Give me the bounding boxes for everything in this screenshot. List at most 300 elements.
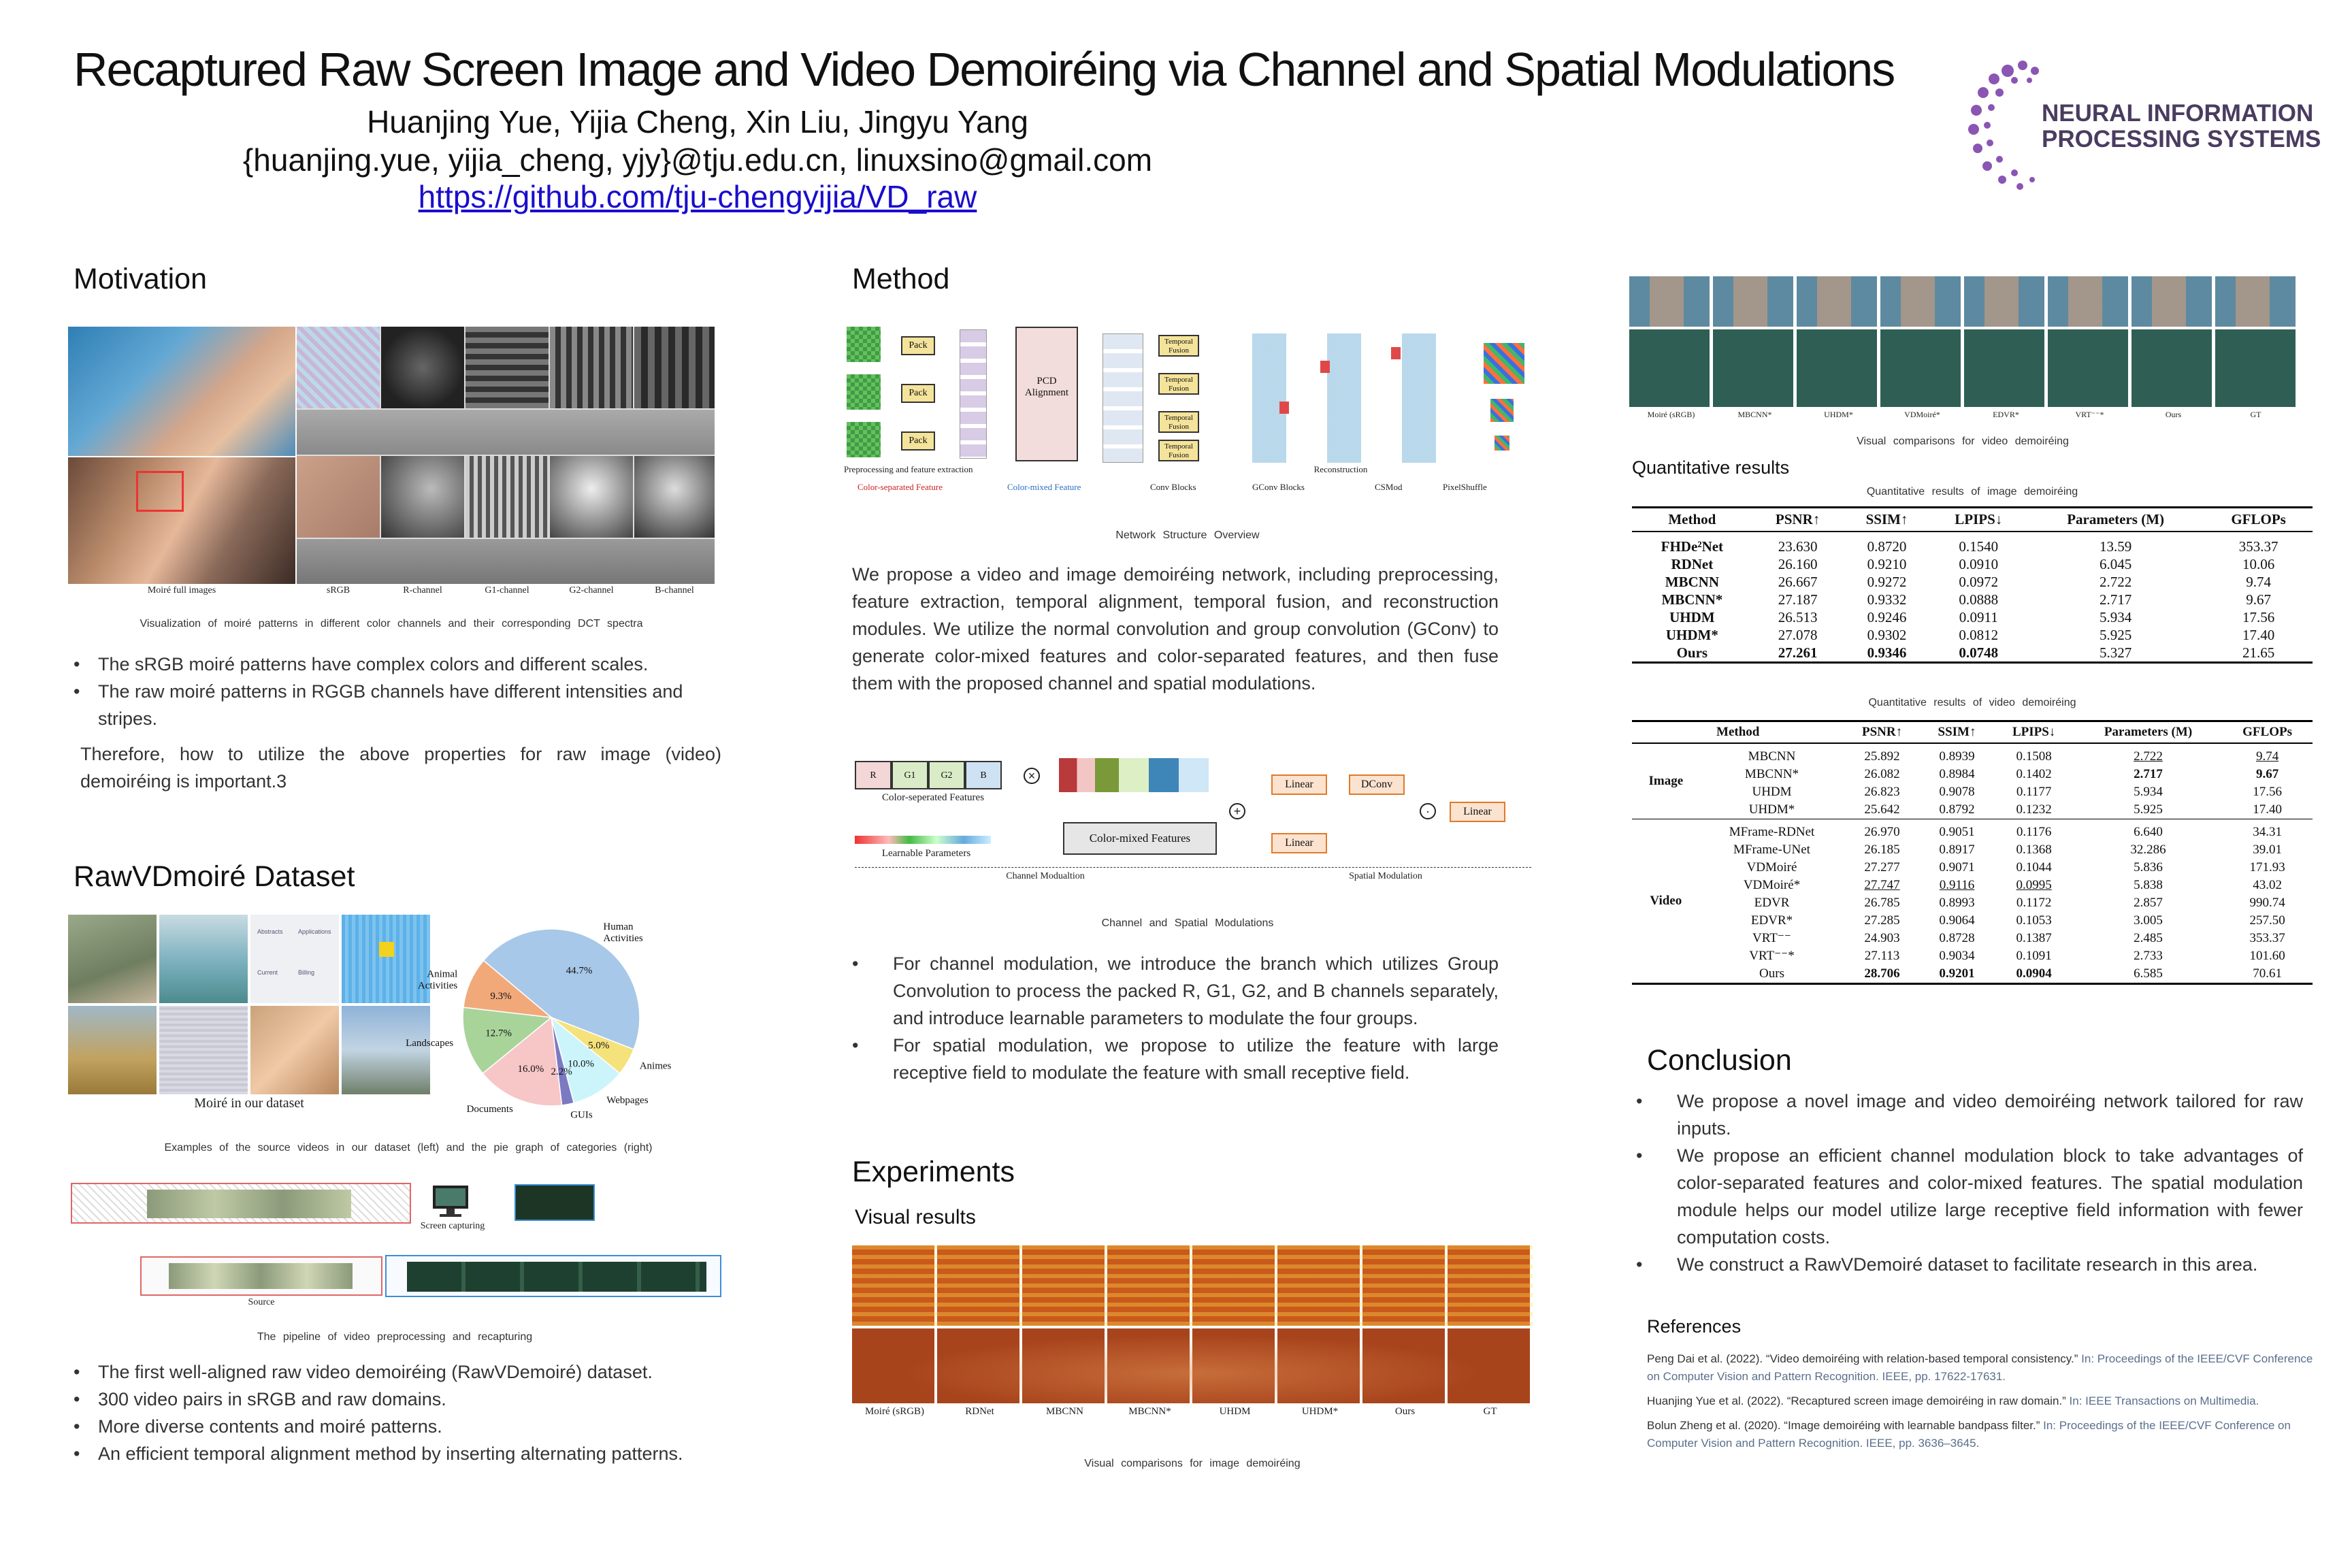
table-cell: 21.65 [2204,644,2313,663]
table-cell: 27.747 [1864,878,1900,892]
t2-h1: PSNR↑ [1844,721,1920,744]
thumb-3 [250,915,339,1003]
table-cell: EDVR [1754,896,1790,910]
table-cell: MFrame-RDNet [1729,825,1815,839]
vid-label-0: Moiré (sRGB) [1647,410,1695,419]
dataset-heading: RawVDmoiré Dataset [74,860,355,893]
pie-value-label: 2.2% [551,1066,572,1078]
thumb-3-word-3: Current [257,969,278,976]
modulate-node-icon: · [1420,803,1436,819]
g1-crop-2 [466,456,549,538]
reference-2-text: Huanjing Yue et al. (2022). “Recaptured screen image demoiréing in raw domain.” [1647,1394,2066,1407]
csmod-block-2 [1320,361,1330,373]
b-crop-2 [634,456,715,538]
table-cell: 28.706 [1844,965,1920,984]
recon-label: Reconstruction [1313,464,1368,474]
image-visual-caption: Visual comparisons for image demoiréing [1084,1458,1301,1469]
thumb-label: Moiré in our dataset [194,1096,304,1111]
table-row [1632,591,2313,608]
table-row [1632,965,2313,984]
table-cell: 0.9051 [1939,825,1975,839]
t2-h2: SSIM↑ [1921,721,1994,744]
table-row [1632,894,2313,912]
reference-1-venue: In: Proceedings of the IEEE/CVF Conference on Computer Vision and Pattern Recognition. IEEE, pp. 17622-17631. [1647,1352,2313,1383]
pre-label: Preprocessing and feature extraction [844,464,973,474]
table-cell: 990.74 [2249,896,2285,910]
img-label-0: Moiré (sRGB) [864,1406,925,1417]
table-row [1632,555,2313,573]
video-row-top-subject [1629,276,2296,327]
label-screen-capturing: Screen capturing [420,1221,485,1231]
modulated-features [1059,758,1209,792]
thumb-8 [342,1006,430,1094]
table-cell: 17.40 [2222,801,2313,819]
table-cell: 26.160 [1778,556,1818,572]
output-stack-2 [1490,399,1514,422]
table-cell: 2.857 [2134,896,2163,910]
reference-3-text: Bolun Zheng et al. (2020). “Image demoiréing with learnable bandpass filter.” [1647,1419,2040,1432]
table-cell: RDNet [1671,556,1714,572]
pie-category-label: Human [603,921,634,932]
table-cell: 5.327 [2027,644,2204,663]
dct-row-1 [297,410,715,455]
motivation-bullet-1: • The sRGB moiré patterns have complex colors and different scales. [74,651,727,678]
img-label-7: GT [1483,1406,1497,1417]
logo-mark-icon [1967,50,2048,193]
srgb-crop-1 [297,327,380,408]
label-g1: G1-channel [485,585,529,595]
table-cell: 0.0972 [1959,574,1999,590]
label-b: B-channel [655,585,694,595]
label-g2: G2-channel [569,585,614,595]
motivation-heading: Motivation [74,263,207,295]
table-row [1632,743,2313,766]
temporal-fusion-2: Temporal Fusion [1158,373,1199,395]
table-cell: 9.67 [2255,767,2279,781]
temporal-fusion-1: Temporal Fusion [1158,335,1199,357]
reference-1 [1647,1350,2321,1386]
thumb-7 [250,1006,339,1094]
thumb-6 [159,1006,248,1094]
pipeline-strip-frames [147,1190,351,1218]
channel-b: B [965,761,1002,789]
network-diagram [844,320,1531,524]
motivation-bullets [74,651,727,732]
table-cell: 0.0904 [1993,965,2074,984]
thumb-4-icon [379,942,394,957]
reference-1-text: Peng Dai et al. (2022). “Video demoiréing with relation-based temporal consistency.” [1647,1352,2078,1365]
table-cell: 5.836 [2134,860,2163,875]
table-row [1632,877,2313,894]
pie-category-label: Webpages [606,1095,649,1107]
table-cell: 5.934 [2099,609,2132,625]
pipeline-captured-strip [385,1255,721,1297]
table-cell: 26.823 [1864,785,1900,799]
csmod-block-3 [1391,347,1401,359]
spatial-mod-label: Spatial Modulation [1349,871,1422,881]
table-cell: 5.925 [2099,627,2132,643]
neurips-logo [1967,50,2321,193]
table-row [1632,819,2313,842]
table-cell: 27.113 [1864,949,1900,963]
references-heading: References [1647,1316,1742,1337]
table-row [1632,766,2313,783]
video-visual-caption: Visual comparisons for video demoiréing [1857,436,2069,447]
output-stack-3 [1494,436,1509,451]
table-cell: 0.0888 [1959,591,1999,608]
reference-2 [1647,1392,2321,1410]
learnable-parameters-bar [855,836,991,844]
conclusion-heading: Conclusion [1647,1044,1792,1077]
table-cell: MBCNN [1665,574,1720,590]
g2-crop-2 [550,456,633,538]
reference-2-venue: In: IEEE Transactions on Multimedia. [2069,1394,2259,1407]
table-cell: 0.1172 [2016,896,2052,910]
pcd-alignment-box: PCD Alignment [1015,327,1078,461]
pie-value-label: 10.0% [568,1058,595,1070]
pie-category-label: Activities [603,932,643,944]
table-cell: UHDM [1752,785,1792,799]
table-cell: 0.9332 [1867,591,1907,608]
table-cell: 23.630 [1778,538,1818,555]
diagram-divider [855,867,1531,868]
table-cell: 3.005 [2134,913,2163,928]
t1-h1: PSNR↑ [1752,508,1844,532]
table-cell: 6.585 [2074,965,2222,984]
pie-category-label: Animal [427,968,458,980]
reference-3-venue: In: Proceedings of the IEEE/CVF Conference on Computer Vision and Pattern Recognition. IEEE, pp. 3636–3645. [1647,1419,2291,1450]
table-cell: 0.9034 [1939,949,1975,963]
conclusion-bullets [1636,1088,2303,1278]
dconv-box: DConv [1349,774,1405,795]
table-cell: FHDe²Net [1661,538,1724,555]
dataset-caption-2: The pipeline of video preprocessing and recapturing [257,1331,533,1343]
image-results-body [1632,532,2313,663]
motivation-caption: Visualization of moiré patterns in different color channels and their corresponding DCT spectra [140,618,643,630]
table-cell: 0.9246 [1867,609,1907,625]
table-cell: 27.277 [1864,860,1900,875]
t2-h5: GFLOPs [2222,721,2313,744]
t2-h4: Parameters (M) [2074,721,2222,744]
category-pie-chart [406,905,742,1130]
table-cell: 5.925 [2074,801,2222,819]
t1-h5: GFLOPs [2204,508,2313,532]
poster-title: Recaptured Raw Screen Image and Video Demoiréing via Channel and Spatial Modulations [74,43,1895,96]
table-row [1632,783,2313,801]
pie-value-label: 16.0% [517,1063,544,1075]
label-srgb: sRGB [326,585,350,595]
vid-label-2: UHDM* [1824,410,1853,419]
table-cell: 9.67 [2246,591,2271,608]
conclusion-bullet-2: • We propose an efficient channel modulation block to take advantages of color-separated features and color-mixed features. The spatial modulation module helps our model utilize large receptive field information with fewer computation costs. [1636,1142,2303,1251]
emails: {huanjing.yue, yijia_cheng, yjy}@tju.edu.cn, linuxsino@gmail.com [242,142,1153,178]
table-cell: 353.37 [2238,538,2278,555]
pie-slices [463,929,643,1106]
g1-crop-1 [466,327,549,408]
moire-image-swimmer [68,327,295,456]
table-cell: Ours [1632,644,1752,663]
pipeline-source-strip [140,1256,382,1296]
t1-h4: Parameters (M) [2027,508,2204,532]
vid-label-5: VRT⁻⁻* [2075,410,2104,419]
moire-image-girl-cat [68,457,295,584]
channel-mod-label: Channel Modualtion [1006,871,1085,881]
table-cell: 25.892 [1864,749,1900,764]
logo-text-line2: PROCESSING SYSTEMS [2042,126,2321,152]
table-cell: 0.8917 [1939,843,1975,857]
table-cell: UHDM* [1665,627,1718,643]
vid-label-3: VDMoiré* [1904,410,1940,419]
img-label-2: MBCNN [1045,1406,1083,1417]
input-frame-2 [847,374,881,410]
table-row [1632,644,2313,663]
dataset-bullets [74,1358,740,1467]
method-caption-1: Network Structure Overview [1115,529,1260,541]
table-cell: 43.02 [2253,878,2282,892]
input-frame-1 [847,327,881,362]
pack-box-1: Pack [901,336,935,355]
img-label-6: Ours [1394,1406,1416,1417]
captured-frames [407,1262,706,1292]
table-cell: 101.60 [2249,949,2285,963]
dataset-bullet-2: • 300 video pairs in sRGB and raw domains. [74,1386,740,1413]
vid-label-4: EDVR* [1993,410,2019,419]
table-cell: 0.9210 [1867,556,1907,572]
image-row-bottom-shade [852,1328,1533,1403]
table-cell: MBCNN* [1661,591,1723,608]
thumb-2 [159,915,248,1003]
captured-frame [514,1184,595,1221]
table-cell: 0.1091 [2016,949,2052,963]
table-row [1632,947,2313,965]
thumb-5 [68,1006,157,1094]
dataset-bullet-4: • An efficient temporal alignment method by inserting alternating patterns. [74,1440,740,1467]
thumb-3-word-2: Applications [298,928,331,935]
table-cell: 0.1176 [2016,825,2052,839]
thumb-4 [342,915,430,1003]
r-crop-2 [381,456,464,538]
table-cell: 25.642 [1844,801,1920,819]
table-cell: 0.8728 [1939,931,1975,945]
motivation-bullet-2: • The raw moiré patterns in RGGB channels have different intensities and stripes. [74,678,727,732]
table-cell: 2.485 [2134,931,2163,945]
img-label-5: UHDM* [1301,1406,1339,1417]
table-cell: 13.59 [2099,538,2132,555]
mixed-features-box: Color-mixed Features [1063,822,1217,855]
quant-heading: Quantitative results [1632,457,1790,478]
table-cell: 2.722 [2099,574,2132,590]
vid-label-6: Ours [2165,410,2182,419]
channel-g2: G2 [928,761,965,789]
pie-category-label: Animes [639,1060,672,1072]
table-row [1632,608,2313,626]
vid-label-1: MBCNN* [1737,410,1772,419]
conclusion-bullet-1: • We propose a novel image and video demoiréing network tailored for raw inputs. [1636,1088,2303,1142]
experiments-heading: Experiments [852,1156,1015,1188]
table-cell: 26.082 [1864,767,1900,781]
t2-h3: LPIPS↓ [1993,721,2074,744]
table-cell: UHDM [1669,609,1715,625]
table-cell: 26.513 [1778,609,1818,625]
table-cell: 0.9064 [1939,913,1975,928]
table-cell: 0.9201 [1921,965,1994,984]
dataset-bullet-3: • More diverse contents and moiré patterns. [74,1413,740,1440]
pie-value-label: 12.7% [485,1028,512,1039]
thumb-3-word-4: Billing [298,969,315,976]
table-group-label: Image [1632,743,1700,819]
conclusion-bullet-3: • We construct a RawVDemoiré dataset to facilitate research in this area. [1636,1251,2303,1278]
t1-h2: SSIM↑ [1843,508,1930,532]
method-bullet-2: • For spatial modulation, we propose to utilize the feature with large receptive field to modulate the feature with small receptive field. [852,1032,1499,1086]
image-row-top-texture [852,1245,1533,1326]
table-cell: 0.1540 [1959,538,1999,555]
table-cell: 39.01 [2253,843,2282,857]
table-cell: 24.903 [1864,931,1900,945]
pipeline-alternating-strip [71,1183,411,1224]
dataset-bullet-1: • The first well-aligned raw video demoiréing (RawVDemoiré) dataset. [74,1358,740,1386]
method-caption-2: Channel and Spatial Modulations [1101,917,1274,929]
table-cell: 10.06 [2242,556,2275,572]
table-cell: 5.934 [2134,785,2163,799]
visual-results-heading: Visual results [855,1206,976,1228]
table-cell: 0.0911 [1959,609,1998,625]
table-cell: 26.970 [1864,825,1900,839]
learnable-label: Learnable Parameters [881,848,971,859]
table-cell: 17.56 [2242,609,2275,625]
table-cell: 0.9116 [1939,878,1975,892]
table-cell: 0.9071 [1939,860,1975,875]
table-cell: 0.0748 [1931,644,2027,663]
logo-text-line1: NEURAL INFORMATION [2042,100,2314,127]
table-row [1632,912,2313,930]
table-row [1632,841,2313,859]
pie-category-label: Activities [417,980,458,992]
table-cell: 0.9302 [1867,627,1907,643]
table-cell: 0.8993 [1939,896,1975,910]
method-bullet-1: • For channel modulation, we introduce the branch which utilizes Group Convolution to process the packed R, G1, G2, and B channels separately, and introduce learnable parameters to modulate the four groups. [852,950,1499,1032]
table-cell: 257.50 [2249,913,2285,928]
table-cell: 70.61 [2222,965,2313,984]
table-cell: 2.717 [2134,767,2163,781]
method-heading: Method [852,263,950,295]
table-cell: 0.1368 [2016,843,2052,857]
r-crop-1 [381,327,464,408]
table-cell: Ours [1700,965,1844,984]
repo-link[interactable]: https://github.com/tju-chengyijia/VD_raw [418,179,977,214]
table-cell: 0.1053 [2016,913,2052,928]
table1-caption: Quantitative results of image demoiréing [1866,486,2078,497]
pie-category-label: Landscapes [406,1038,454,1049]
table-cell: 6.045 [2099,556,2132,572]
table-cell: 2.722 [2134,749,2163,764]
img-label-3: MBCNN* [1128,1406,1171,1417]
modulation-diagram [855,749,1531,885]
t1-h0: Method [1632,508,1752,532]
video-visual-grid [1629,276,2296,427]
image-visual-grid [852,1245,1533,1420]
table-cell: 17.40 [2242,627,2275,643]
table-cell: 17.56 [2253,785,2282,799]
table-row [1632,626,2313,644]
table-row [1632,801,2313,819]
table-group-label: Video [1632,819,1700,984]
video-results-body [1632,743,2313,984]
table-cell: 2.733 [2134,949,2163,963]
img-label-1: RDNet [965,1406,994,1417]
dct-row-2 [297,539,715,584]
legend-pixelshuffle: PixelShuffle [1443,482,1487,492]
label-r: R-channel [403,585,442,595]
dataset-caption-1: Examples of the source videos in our dataset (left) and the pie graph of categories (right) [164,1142,653,1154]
table-cell: 0.8792 [1921,801,1994,819]
table-row [1632,930,2313,947]
table-cell: 0.1044 [2016,860,2052,875]
table-cell: 32.286 [2130,843,2166,857]
table-cell: 5.838 [2134,878,2163,892]
table-row [1632,573,2313,591]
label-source: Source [248,1297,275,1307]
legend-conv: Conv Blocks [1150,482,1196,492]
table-cell: 0.1177 [2016,785,2052,799]
t1-h3: LPIPS↓ [1931,508,2027,532]
source-frames [169,1263,353,1289]
table-cell: 353.37 [2249,931,2285,945]
image-results-table [1632,506,2313,664]
table-cell: EDVR* [1750,913,1793,928]
table2-caption: Quantitative results of video demoiréing [1868,697,2076,708]
table-cell: VRT⁻⁻* [1749,949,1795,963]
pack-box-3: Pack [901,431,935,451]
table-cell: 9.74 [2246,574,2271,590]
channel-grid [297,327,715,584]
temporal-fusion-3: Temporal Fusion [1158,411,1199,433]
table-cell: 0.8984 [1939,767,1975,781]
table-cell: 9.74 [2255,749,2279,764]
thumb-1 [68,915,157,1003]
table-cell: 0.1232 [1993,801,2074,819]
img-label-4: UHDM [1219,1406,1251,1417]
table-cell: 0.9272 [1867,574,1907,590]
table-cell: 27.285 [1864,913,1900,928]
legend-color-separated: Color-separated Feature [858,482,943,492]
channel-g1: G1 [892,761,928,789]
table-cell: 27.261 [1752,644,1844,663]
table-cell: 2.717 [2099,591,2132,608]
pie-value-label: 44.7% [566,965,593,977]
pie-category-label: GUIs [570,1109,593,1121]
table-cell: 0.1402 [2016,767,2052,781]
zoom-box [136,471,184,512]
linear-box-3: Linear [1450,802,1505,822]
table-cell: 171.93 [2249,860,2285,875]
pie-value-label: 5.0% [588,1040,610,1051]
network-legend [844,480,1524,495]
vid-label-7: GT [2250,410,2261,419]
table-cell: 27.078 [1778,627,1818,643]
references-list [1647,1350,2321,1452]
thumb-3-word-1: Abstracts [257,928,283,935]
t2-h0: Method [1632,721,1844,744]
input-frame-3 [847,422,881,457]
table-cell: 0.0812 [1959,627,1999,643]
reconstruction-blocks [1225,333,1463,463]
table-cell: 27.187 [1778,591,1818,608]
legend-gconv: GConv Blocks [1252,482,1305,492]
table-cell: 0.9078 [1939,785,1975,799]
legend-csmod: CSMod [1375,482,1403,492]
table-row [1632,859,2313,877]
feature-column [1102,333,1143,463]
